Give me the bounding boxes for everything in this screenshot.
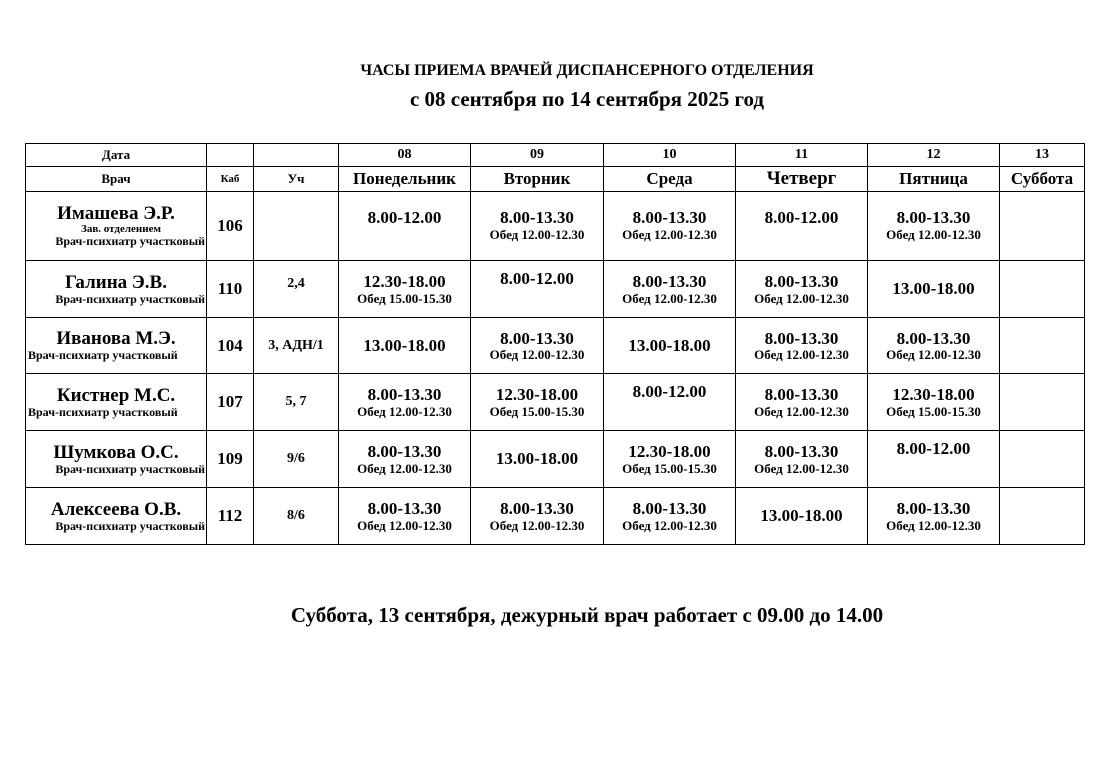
- lunch-hours: Обед 12.00-12.30: [754, 403, 849, 419]
- day-header: Понедельник: [339, 167, 471, 192]
- work-hours: 8.00-13.30: [500, 328, 574, 348]
- lunch-hours: Обед 12.00-12.30: [489, 347, 585, 363]
- work-hours: 8.00-13.30: [896, 499, 971, 519]
- schedule-cell: [1000, 374, 1085, 431]
- date-label: Дата: [26, 144, 207, 167]
- table-row: [26, 318, 1085, 374]
- work-hours: 8.00-13.30: [764, 328, 839, 348]
- work-hours: 8.00-13.30: [764, 272, 839, 292]
- doctor-name: Кистнер М.С.: [56, 384, 176, 406]
- lunch-hours: Обед 15.00-15.30: [886, 403, 981, 419]
- schedule-cell: [604, 374, 736, 431]
- schedule-cell: [736, 261, 868, 318]
- date-cell: 12: [868, 144, 1000, 167]
- work-hours: 8.00-13.30: [764, 385, 839, 405]
- doctor-cell: [26, 192, 207, 261]
- lunch-hours: Обед 12.00-12.30: [489, 517, 585, 533]
- schedule-cell: [471, 488, 604, 545]
- table-row: [26, 261, 1085, 318]
- doctor-position: Врач-психиатр участковый: [55, 291, 205, 306]
- date-cell: 11: [736, 144, 868, 167]
- schedule-cell: [868, 488, 1000, 545]
- work-hours: 8.00-13.30: [500, 499, 574, 519]
- work-hours: 8.00-12.00: [367, 208, 442, 227]
- lunch-hours: Обед 12.00-12.30: [357, 517, 452, 533]
- date-cell: 13: [1000, 144, 1085, 167]
- room-cell: 112: [207, 488, 254, 545]
- work-hours: 8.00-13.30: [896, 328, 971, 348]
- schedule-cell: [868, 431, 1000, 488]
- doctor-position: Врач-психиатр участковый: [28, 348, 178, 363]
- schedule-cell: [868, 192, 1000, 261]
- date-cell: 09: [471, 144, 604, 167]
- doctor-name: Имашева Э.Р.: [57, 202, 175, 224]
- section-cell: 3, АДН/1: [254, 318, 339, 374]
- work-hours: 8.00-13.30: [367, 442, 442, 462]
- table-row: [26, 431, 1085, 488]
- doctor-department: Зав. отделением: [81, 222, 161, 235]
- schedule-cell: [471, 431, 604, 488]
- lunch-hours: Обед 12.00-12.30: [886, 347, 981, 363]
- schedule-cell: [604, 318, 736, 374]
- lunch-hours: Обед 12.00-12.30: [754, 460, 849, 476]
- schedule-cell: [604, 488, 736, 545]
- lunch-hours: Обед 15.00-15.30: [489, 403, 585, 419]
- doctor-cell: [26, 431, 207, 488]
- date-cell: 10: [604, 144, 736, 167]
- section-cell: 5, 7: [254, 374, 339, 431]
- doctor-cell: [26, 261, 207, 318]
- schedule-cell: [1000, 431, 1085, 488]
- room-cell: 106: [207, 192, 254, 261]
- schedule-cell: [604, 261, 736, 318]
- room-cell: 104: [207, 318, 254, 374]
- work-hours: 8.00-12.00: [500, 269, 574, 288]
- schedule-cell: [471, 261, 604, 318]
- work-hours: 13.00-18.00: [363, 335, 446, 355]
- doctor-position: Врач-психиатр участковый: [28, 404, 178, 419]
- schedule-cell: [868, 374, 1000, 431]
- work-hours: 13.00-18.00: [892, 279, 975, 299]
- schedule-cell: [339, 192, 471, 261]
- dates-row: [26, 144, 1085, 167]
- schedule-cell: [604, 431, 736, 488]
- work-hours: 12.30-18.00: [628, 442, 711, 462]
- doctor-cell: [26, 318, 207, 374]
- saturday-note: Суббота, 13 сентября, дежурный врач работает с 09.00 до 14.00: [290, 603, 884, 627]
- work-hours: 8.00-12.00: [764, 208, 839, 227]
- day-header: Пятница: [868, 167, 1000, 192]
- work-hours: 13.00-18.00: [760, 506, 843, 526]
- empty-cell: [207, 144, 254, 167]
- work-hours: 8.00-12.00: [896, 439, 971, 458]
- work-hours: 12.30-18.00: [495, 385, 579, 405]
- schedule-cell: [736, 192, 868, 261]
- section-header: Уч: [254, 167, 339, 192]
- table-row: [26, 374, 1085, 431]
- room-cell: 107: [207, 374, 254, 431]
- schedule-cell: [339, 374, 471, 431]
- empty-cell: [254, 144, 339, 167]
- schedule-cell: [471, 374, 604, 431]
- day-header: Четверг: [736, 167, 868, 192]
- work-hours: 8.00-13.30: [896, 208, 971, 227]
- lunch-hours: Обед 12.00-12.30: [622, 226, 717, 242]
- doctor-name: Галина Э.В.: [65, 271, 167, 293]
- schedule-cell: [471, 192, 604, 261]
- schedule-cell: [1000, 192, 1085, 261]
- schedule-cell: [736, 431, 868, 488]
- table-row: [26, 192, 1085, 261]
- work-hours: 8.00-13.30: [764, 442, 839, 462]
- lunch-hours: Обед 15.00-15.30: [622, 460, 717, 476]
- schedule-cell: [339, 431, 471, 488]
- work-hours: 8.00-13.30: [367, 385, 442, 405]
- lunch-hours: Обед 12.00-12.30: [754, 347, 849, 363]
- schedule-cell: [1000, 318, 1085, 374]
- doctor-name: Иванова М.Э.: [56, 328, 176, 350]
- schedule-cell: [604, 192, 736, 261]
- day-header: Среда: [604, 167, 736, 192]
- schedule-cell: [736, 318, 868, 374]
- lunch-hours: Обед 12.00-12.30: [357, 460, 452, 476]
- work-hours: 8.00-12.00: [632, 382, 707, 401]
- schedule-cell: [868, 318, 1000, 374]
- doctor-header: Врач: [26, 167, 207, 192]
- schedule-cell: [339, 318, 471, 374]
- day-header: Суббота: [1000, 167, 1085, 192]
- work-hours: 13.00-18.00: [628, 335, 711, 355]
- work-hours: 8.00-13.30: [367, 499, 442, 519]
- section-cell: 9/6: [254, 431, 339, 488]
- doctor-position: Врач-психиатр участковый: [55, 234, 205, 249]
- work-hours: 8.00-13.30: [632, 272, 707, 292]
- work-hours: 8.00-13.30: [500, 208, 574, 227]
- header-row: [26, 167, 1085, 192]
- work-hours: 8.00-13.30: [632, 499, 707, 519]
- lunch-hours: Обед 12.00-12.30: [886, 517, 981, 533]
- room-cell: 110: [207, 261, 254, 318]
- schedule-cell: [471, 318, 604, 374]
- date-cell: 08: [339, 144, 471, 167]
- section-cell: [254, 192, 339, 261]
- schedule-cell: [868, 261, 1000, 318]
- page-title: ЧАСЫ ПРИЕМА ВРАЧЕЙ ДИСПАНСЕРНОГО ОТДЕЛЕНИЯ: [360, 62, 814, 79]
- schedule-cell: [339, 261, 471, 318]
- schedule-cell: [1000, 488, 1085, 545]
- doctor-cell: [26, 488, 207, 545]
- lunch-hours: Обед 12.00-12.30: [357, 403, 452, 419]
- lunch-hours: Обед 12.00-12.30: [886, 226, 981, 242]
- schedule-cell: [736, 374, 868, 431]
- schedule-cell: [339, 488, 471, 545]
- schedule-cell: [736, 488, 868, 545]
- work-hours: 12.30-18.00: [363, 272, 446, 292]
- table-row: [26, 488, 1085, 545]
- doctor-cell: [26, 374, 207, 431]
- section-cell: 8/6: [254, 488, 339, 545]
- doctor-name: Алексеева О.В.: [50, 498, 182, 520]
- lunch-hours: Обед 12.00-12.30: [622, 290, 717, 306]
- lunch-hours: Обед 12.00-12.30: [622, 517, 717, 533]
- section-cell: 2,4: [254, 261, 339, 318]
- schedule-cell: [1000, 261, 1085, 318]
- lunch-hours: Обед 12.00-12.30: [489, 226, 585, 242]
- work-hours: 13.00-18.00: [495, 449, 579, 469]
- work-hours: 12.30-18.00: [892, 385, 975, 405]
- doctor-name: Шумкова О.С.: [53, 441, 179, 463]
- day-header: Вторник: [471, 167, 604, 192]
- lunch-hours: Обед 12.00-12.30: [754, 290, 849, 306]
- doctor-position: Врач-психиатр участковый: [55, 461, 205, 476]
- doctor-position: Врач-психиатр участковый: [55, 518, 205, 533]
- lunch-hours: Обед 15.00-15.30: [357, 290, 452, 306]
- schedule-table: [25, 143, 1085, 545]
- room-header: Каб: [207, 167, 254, 192]
- page-subtitle: с 08 сентября по 14 сентября 2025 год: [409, 87, 765, 111]
- work-hours: 8.00-13.30: [632, 208, 707, 227]
- room-cell: 109: [207, 431, 254, 488]
